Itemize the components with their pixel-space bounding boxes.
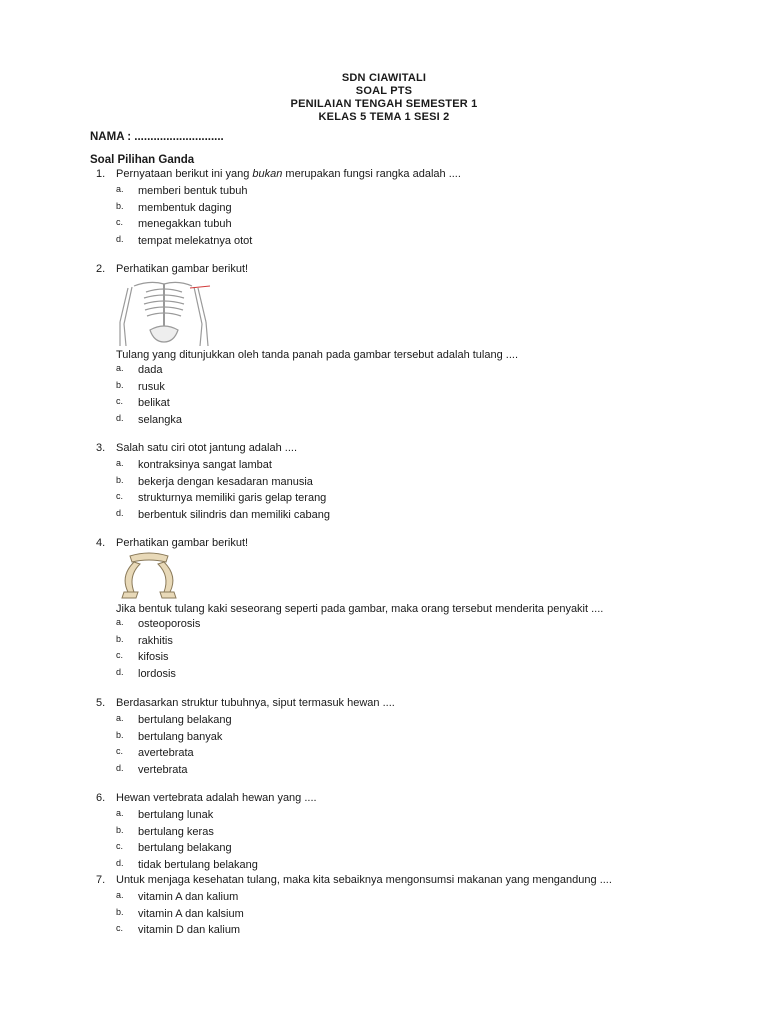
option-c: c. vitamin D dan kalium: [116, 923, 241, 936]
question-number: 4.: [96, 537, 106, 549]
option-c: c. bertulang belakang: [116, 841, 232, 854]
option-d: d. tidak bertulang belakang: [116, 857, 258, 871]
question-number: 7.: [96, 874, 106, 886]
question-3: [96, 441, 736, 523]
question-text: Pernyataan berikut ini yang bukan merupakan fungsi rangka adalah ....: [116, 168, 461, 180]
exam-label: SOAL PTS: [355, 85, 413, 97]
question-number: 1.: [96, 168, 106, 180]
question-text: Perhatikan gambar berikut!: [116, 537, 249, 549]
skeleton-figure: [116, 276, 212, 348]
school-name: SDN CIAWITALI: [341, 72, 427, 84]
section-title: Soal Pilihan Ganda: [90, 154, 195, 166]
option-b: b. vitamin A dan kalsium: [116, 906, 244, 920]
question-number: 3.: [96, 442, 106, 454]
question-number: 2.: [96, 263, 106, 275]
option-a: a. memberi bentuk tubuh: [116, 184, 248, 197]
question-text: Perhatikan gambar berikut!: [116, 263, 249, 275]
bowlegs-figure: [116, 550, 182, 602]
question-text: Hewan vertebrata adalah hewan yang ....: [116, 792, 317, 804]
option-b: b. rusuk: [116, 379, 165, 393]
option-b: b. rakhitis: [116, 633, 173, 647]
option-d: d. tempat melekatnya otot: [116, 233, 253, 247]
option-d: d. vertebrata: [116, 762, 188, 776]
question-caption: Jika bentuk tulang kaki seseorang seperti pada gambar, maka orang tersebut menderita penyakit ....: [116, 603, 604, 615]
option-b: b. bekerja dengan kesadaran manusia: [116, 474, 313, 488]
name-field: NAMA : ............................: [90, 131, 224, 143]
question-7: [96, 873, 736, 939]
question-6: [96, 791, 736, 873]
option-c: c. kifosis: [116, 650, 169, 663]
question-text: Salah satu ciri otot jantung adalah ....: [116, 442, 298, 454]
option-a: a. osteoporosis: [116, 617, 201, 630]
option-b: b. bertulang keras: [116, 824, 214, 838]
option-c: c. avertebrata: [116, 746, 194, 759]
option-a: a. vitamin A dan kalium: [116, 890, 239, 903]
question-caption: Tulang yang ditunjukkan oleh tanda panah pada gambar tersebut adalah tulang ....: [116, 349, 518, 361]
question-5: [96, 696, 736, 778]
option-d: d. berbentuk silindris dan memiliki cabang: [116, 507, 330, 521]
question-text: Berdasarkan struktur tubuhnya, siput termasuk hewan ....: [116, 697, 395, 709]
exam-header: [0, 72, 768, 124]
question-2: [96, 262, 736, 428]
question-number: 5.: [96, 697, 106, 709]
question-text: Untuk menjaga kesehatan tulang, maka kita sebaiknya mengonsumsi makanan yang mengandung ....: [116, 874, 612, 886]
option-d: d. selangka: [116, 412, 183, 426]
exam-full-name: PENILAIAN TENGAH SEMESTER 1: [290, 98, 478, 110]
option-c: c. belikat: [116, 396, 170, 409]
option-b: b. membentuk daging: [116, 200, 232, 214]
question-number: 6.: [96, 792, 106, 804]
class-info: KELAS 5 TEMA 1 SESI 2: [318, 111, 450, 123]
question-1: [96, 167, 736, 249]
option-b: b. bertulang banyak: [116, 729, 223, 743]
option-a: a. kontraksinya sangat lambat: [116, 458, 272, 471]
option-c: c. strukturnya memiliki garis gelap terang: [116, 491, 327, 504]
option-a: a. bertulang lunak: [116, 808, 214, 821]
option-d: d. lordosis: [116, 666, 176, 680]
option-c: c. menegakkan tubuh: [116, 217, 232, 230]
question-4: [96, 536, 736, 682]
option-a: a. dada: [116, 363, 163, 376]
option-a: a. bertulang belakang: [116, 713, 232, 726]
